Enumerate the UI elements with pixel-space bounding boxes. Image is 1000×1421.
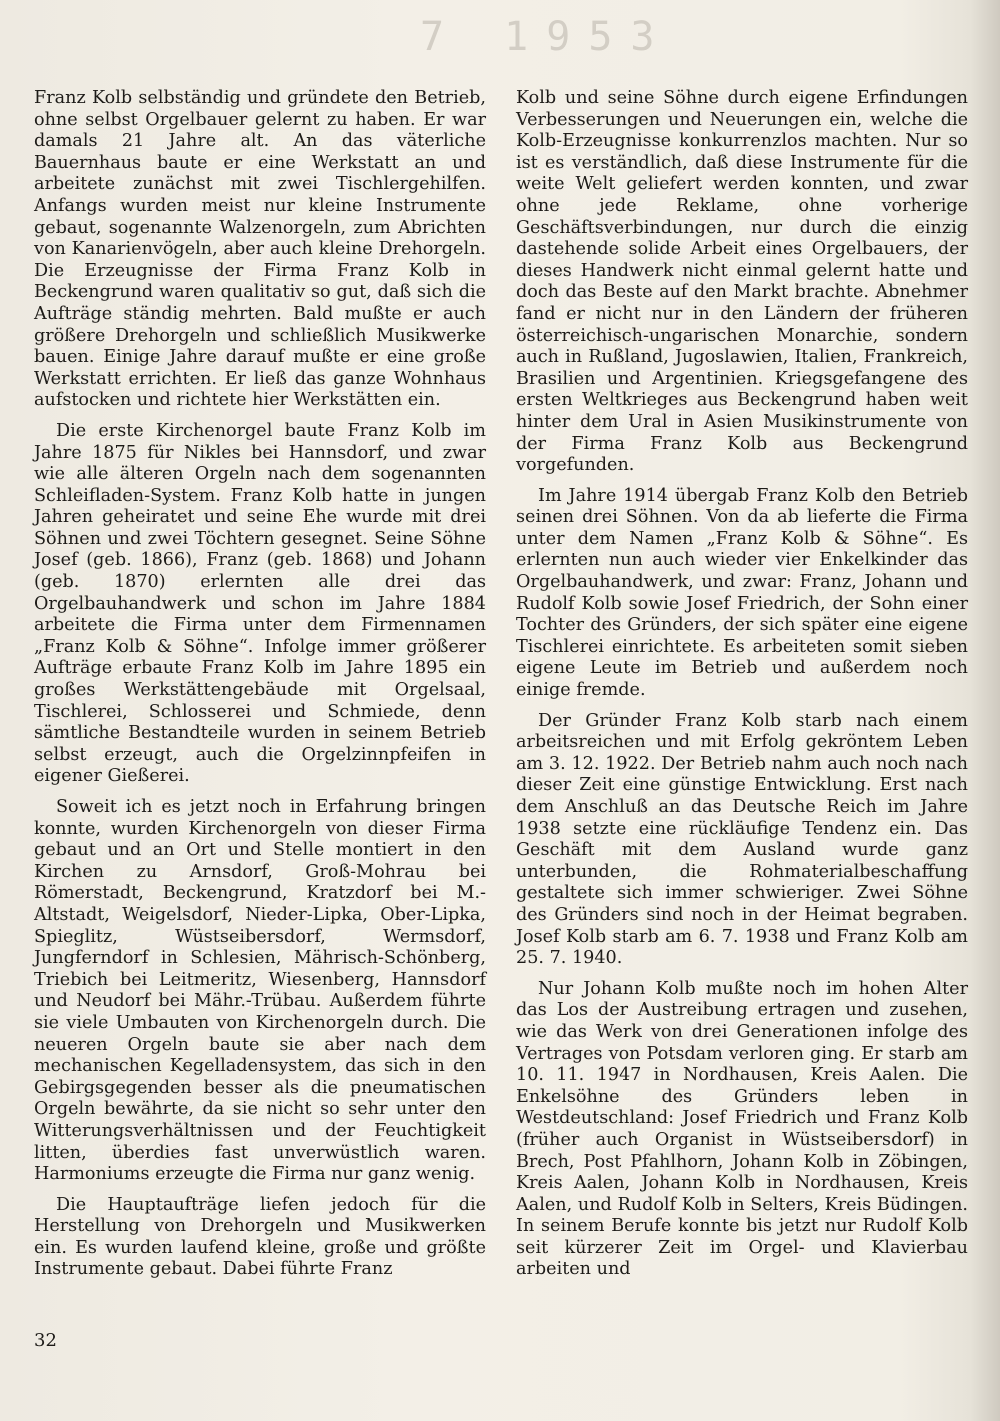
paragraph: Franz Kolb selbständig und gründete den Betrieb, ohne selbst Orgelbauer gelernt zu haben. Er war damals 21 Jahre alt. An das väterliche Bauernhaus baute er eine Werkstatt an und arbeitete zunächst mit zwei Tischlergehilfen. Anfangs wurden meist nur kleine Instrumente gebaut, sogenannte Walzenorgeln, zum Abrichten von Kanarienvögeln, aber auch kleine Drehorgeln. Die Erzeugnisse der Firma Franz Kolb in Beckengrund waren qualitativ so gut, daß sich die Aufträge ständig mehrten. Bald mußte er auch größere Drehorgeln und schließlich Musikwerke bauen. Einige Jahre darauf mußte er eine große Werkstatt errichten. Er ließ das ganze Wohnhaus aufstocken und richtete hier Werkstätten ein.: [34, 88, 486, 411]
right-column: [516, 88, 968, 1290]
paragraph: Soweit ich es jetzt noch in Erfahrung bringen konnte, wurden Kirchenorgeln von dieser Firma gebaut und an Ort und Stelle montiert in den Kirchen zu Arnsdorf, Groß-Mohrau bei Römerstadt, Beckengrund, Kratzdorf bei M.-Altstadt, Weigelsdorf, Nieder-Lipka, Ober-Lipka, Spieglitz, Wüstseibersdorf, Wermsdorf, Jungferndorf in Schlesien, Mährisch-Schönberg, Triebich bei Leitmeritz, Wiesenberg, Hannsdorf und Neudorf bei Mähr.-Trübau. Außerdem führte sie viele Umbauten von Kirchenorgeln durch. Die neueren Orgeln baute sie aber nach dem mechanischen Kegelladensystem, das sich in den Gebirgsgegenden besser als die pneumatischen Orgeln bewährte, da sie nicht so sehr unter den Witterungsverhältnissen und der Feuchtigkeit litten, überdies fast unverwüstlich waren. Harmoniums erzeugte die Firma nur ganz wenig.: [34, 797, 486, 1185]
left-column: [34, 88, 486, 1290]
paragraph: Im Jahre 1914 übergab Franz Kolb den Betrieb seinen drei Söhnen. Von da ab lieferte die Firma unter dem Namen „Franz Kolb & Söhne“. Es erlernten nun auch wieder vier Enkelkinder das Orgelbauhandwerk, und zwar: Franz, Johann und Rudolf Kolb sowie Josef Friedrich, der Sohn einer Tochter des Gründers, der sich später eine eigene Tischlerei einrichtete. Es arbeiteten somit sieben eigene Leute im Betrieb und außerdem noch einige fremde.: [516, 485, 968, 701]
paragraph: Die erste Kirchenorgel baute Franz Kolb im Jahre 1875 für Nikles bei Hannsdorf, und zwar wie alle älteren Orgeln nach dem sogenannten Schleifladen-System. Franz Kolb hatte in jungen Jahren geheiratet und seine Ehe wurde mit drei Söhnen und zwei Töchtern gesegnet. Seine Söhne Josef (geb. 1866), Franz (geb. 1868) und Johann (geb. 1870) erlernten alle drei das Orgelbauhandwerk und schon im Jahre 1884 arbeitete die Firma unter dem Firmennamen „Franz Kolb & Söhne“. Infolge immer größerer Aufträge erbaute Franz Kolb im Jahre 1895 ein großes Werkstättengebäude mit Orgelsaal, Tischlerei, Schlosserei und Schmiede, denn sämtliche Bestandteile wurden in seinem Betrieb selbst erzeugt, auch die Orgelzinnpfeifen in eigener Gießerei.: [34, 420, 486, 787]
paragraph: Die Hauptaufträge liefen jedoch für die Herstellung von Drehorgeln und Musikwerken ein. Es wurden laufend kleine, große und größte Instrumente gebaut. Dabei führte Franz: [34, 1194, 486, 1280]
archive-stamp: 7 1953: [420, 14, 673, 60]
paragraph: Kolb und seine Söhne durch eigene Erfindungen Verbesserungen und Neuerungen ein, welche die Kolb-Erzeugnisse konkurrenzlos machten. Nur so ist es verständlich, daß diese Instrumente für die weite Welt geliefert werden konnten, und zwar ohne jede Reklame, ohne vorherige Geschäftsverbindungen, nur durch die einzig dastehende solide Arbeit eines Orgelbauers, der dieses Handwerk nicht einmal gelernt hatte und doch das Beste auf den Markt brachte. Abnehmer fand er nicht nur in den Ländern der früheren österreichisch-ungarischen Monarchie, sondern auch in Rußland, Jugoslawien, Italien, Frankreich, Brasilien und Argentinien. Kriegsgefangene des ersten Weltkrieges aus Beckengrund haben weit hinter dem Ural in Asien Musikinstrumente von der Firma Franz Kolb aus Beckengrund vorgefunden.: [516, 88, 968, 476]
paragraph: Der Gründer Franz Kolb starb nach einem arbeitsreichen und mit Erfolg gekröntem Leben am 3. 12. 1922. Der Betrieb nahm auch noch nach dieser Zeit eine günstige Entwicklung. Erst nach dem Anschluß an das Deutsche Reich im Jahre 1938 setzte eine rückläufige Tendenz ein. Das Geschäft mit dem Ausland wurde ganz unterbunden, die Rohmaterialbeschaffung gestaltete sich immer schwieriger. Zwei Söhne des Gründers sind noch in der Heimat begraben. Josef Kolb starb am 6. 7. 1938 und Franz Kolb am 25. 7. 1940.: [516, 710, 968, 969]
paragraph: Nur Johann Kolb mußte noch im hohen Alter das Los der Austreibung ertragen und zusehen, wie das Werk von drei Generationen infolge des Vertrages von Potsdam verloren ging. Er starb am 10. 11. 1947 in Nordhausen, Kreis Aalen. Die Enkelsöhne des Gründers leben in Westdeutschland: Josef Friedrich und Franz Kolb (früher auch Organist in Wüstseibersdorf) in Brech, Post Pfahlhorn, Johann Kolb in Zöbingen, Kreis Aalen, Johann Kolb in Nordhausen, Kreis Aalen, und Rudolf Kolb in Selters, Kreis Büdingen. In seinem Berufe konnte bis jetzt nur Rudolf Kolb seit kürzerer Zeit im Orgel- und Klavierbau arbeiten und: [516, 978, 968, 1280]
page-number: 32: [34, 1330, 57, 1351]
